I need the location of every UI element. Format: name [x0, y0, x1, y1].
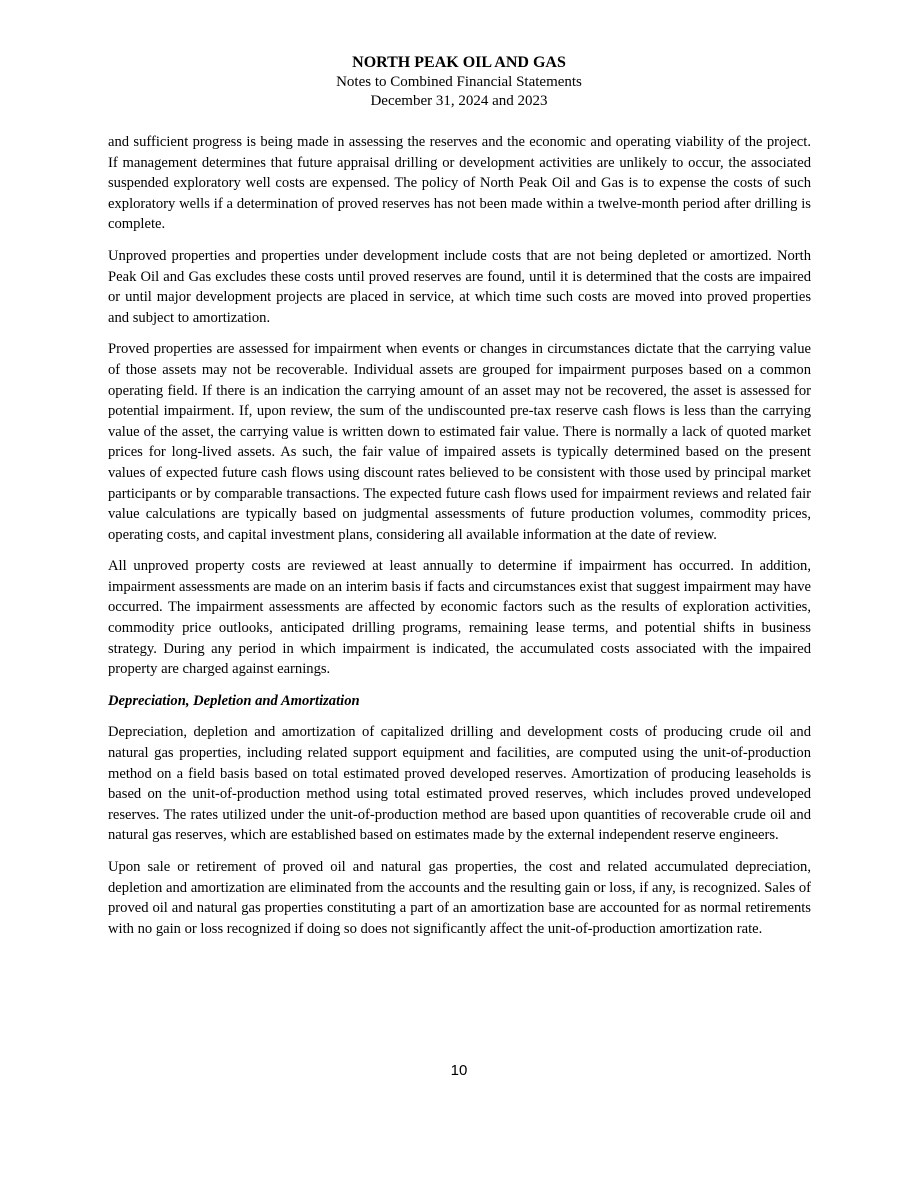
company-name: NORTH PEAK OIL AND GAS	[352, 54, 566, 71]
paragraph-unproved-properties: Unproved properties and properties under development include costs that are not being depleted or amortized. North Peak Oil and Gas excludes these costs until proved reserves are found, until it is determined that the costs are impaired or until major development projects are placed in service, at which time such costs are moved into proved properties and subject to amortization.	[108, 247, 811, 326]
document-body	[108, 132, 811, 950]
page-number: 10	[450, 1062, 468, 1079]
paragraph-unproved-impairment: All unproved property costs are reviewed at least annually to determine if impairment has occurred. In addition, impairment assessments are made on an interim basis if facts and circumstances exist that suggest impairment may have occurred. The impairment assessments are affected by economic factors such as the results of exploration activities, commodity price outlooks, anticipated drilling programs, remaining lease terms, and potential shifts in business strategy. During any period in which impairment is indicated, the accumulated costs associated with the impaired property are charged against earnings.	[108, 558, 811, 678]
paragraph-dda-method: Depreciation, depletion and amortization of capitalized drilling and development costs of producing crude oil and natural gas properties, including related support equipment and facilities, are computed using the unit-of-production method on a field basis based on total estimated proved developed reserves. Amortization of producing leaseholds is based on the unit-of-production method using total estimated proved reserves, which includes proved undeveloped reserves. The rates utilized under the unit-of-production method are based upon quantities of recoverable crude oil and natural gas reserves, which are established based on estimates made by the external independent reserve engineers.	[108, 724, 811, 844]
section-heading-dda: Depreciation, Depletion and Amortization	[108, 692, 360, 709]
paragraph-sale-retirement: Upon sale or retirement of proved oil and natural gas properties, the cost and related accumulated depreciation, depletion and amortization are eliminated from the accounts and the resulting gain or loss, if any, is recognized. Sales of proved oil and natural gas properties constituting a part of an amortization base are accounted for as normal retirements with no gain or loss recognized if doing so does not significantly affect the unit-of-production amortization rate.	[108, 859, 811, 937]
reporting-period: December 31, 2024 and 2023	[370, 93, 548, 109]
page-header	[0, 53, 918, 111]
paragraph-suspended-well-costs: and sufficient progress is being made in assessing the reserves and the economic and operating viability of the project. If management determines that future appraisal drilling or development activities are unlikely to occur, the associated suspended exploratory well costs are expensed. The policy of North Peak Oil and Gas is to expense the costs of such exploratory wells if a determination of proved reserves has not been made within a twelve-month period after drilling is complete.	[108, 134, 811, 233]
paragraph-proved-impairment: Proved properties are assessed for impairment when events or changes in circumstances dictate that the carrying value of those assets may not be recoverable. Individual assets are grouped for impairment purposes based on a common operating field. If there is an indication the carrying amount of an asset may not be recovered, the asset is assessed for potential impairment. If, upon review, the sum of the undiscounted pre-tax reserve cash flows is less than the carrying value of the asset, the carrying value is written down to estimated fair value. There is normally a lack of quoted market prices for long-lived assets. As such, the fair value of impaired assets is typically determined based on the present values of expected future cash flows using discount rates believed to be consistent with those used by principal market participants or by comparable transactions. The expected future cash flows used for impairment reviews and related fair value calculations are typically based on judgmental assessments of future production volumes, commodity prices, operating costs, and capital investment plans, considering all available information at the date of review.	[108, 341, 811, 543]
document-title: Notes to Combined Financial Statements	[336, 74, 582, 90]
